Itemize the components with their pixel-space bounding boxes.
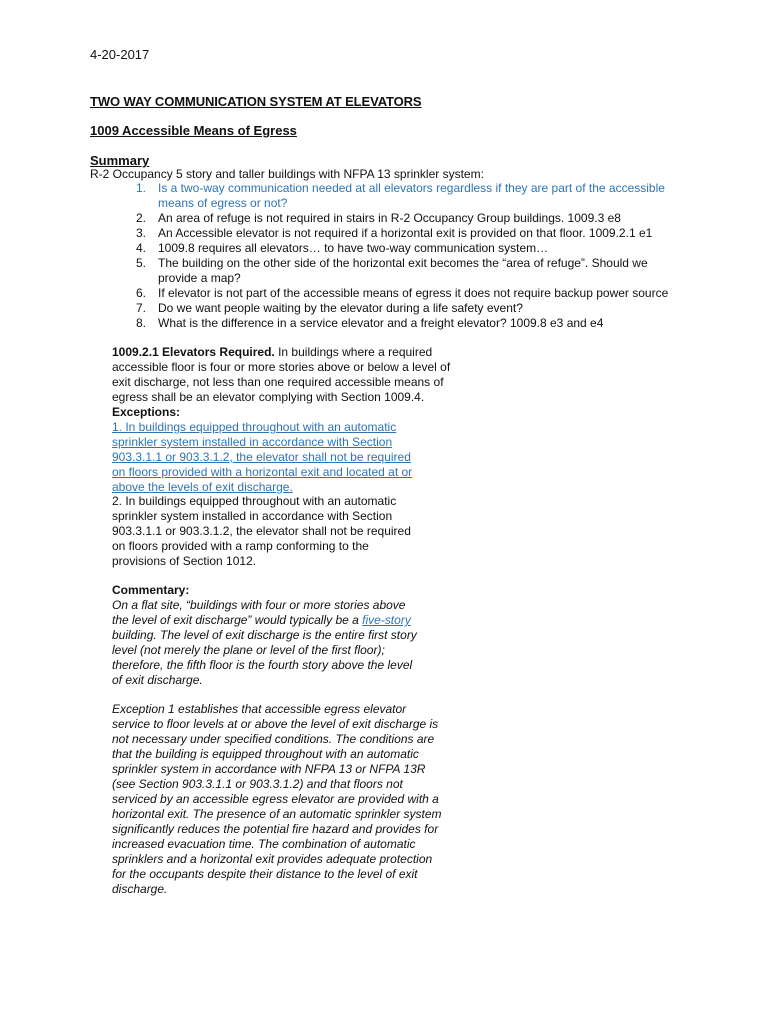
list-item-text: An area of refuge is not required in stairs in R-2 Occupancy Group buildings. 1009.3 e8: [158, 211, 621, 225]
list-item: [130, 241, 690, 256]
code-section-paragraph: [112, 345, 472, 405]
section-heading: 1009 Accessible Means of Egress: [90, 123, 297, 138]
list-item: [130, 211, 690, 226]
exception-1-link[interactable]: 1. In buildings equipped throughout with an automatic sprinkler system installed in accordance with Section 903.3.1.1 or 903.3.1.2, the elevator shall not be required on floors provided with a horizontal exit and located at or above the levels of exit discharge.: [112, 420, 413, 494]
list-item-number: 3.: [136, 226, 147, 240]
list-item-text: 1009.8 requires all elevators… to have two-way communication system…: [158, 241, 549, 255]
document-date: 4-20-2017: [90, 47, 150, 62]
list-item-text: If elevator is not part of the accessible means of egress it does not require backup power source: [158, 286, 669, 300]
list-item-number: 5.: [136, 256, 147, 270]
code-section-lead: 1009.2.1 Elevators Required.: [112, 345, 275, 359]
list-item: [130, 181, 690, 211]
commentary-paragraph-1: [112, 598, 422, 688]
code-section-body: In buildings where a required accessible floor is four or more stories above or below a level of exit discharge, not less than one required accessible means of egress shall be an elevator complying with Section 1009.4.: [112, 345, 451, 404]
commentary-paragraph-2: Exception 1 establishes that accessible egress elevator service to floor levels at or above the level of exit discharge is not necessary under specified conditions. The conditions are that the building is equipped throughout with an automatic sprinkler system in accordance with NFPA 13 or NFPA 13R (see Section 903.3.1.1 or 903.3.1.2) and that floors not serviced by an accessible egress elevator are provided with a horizontal exit. The presence of an automatic sprinkler system significantly reduces the potential fire hazard and provides for increased evacuation time. The combination of automatic sprinklers and a horizontal exit provides adequate protection for the occupants despite their distance to the level of exit discharge.: [112, 702, 442, 896]
list-item-number: 8.: [136, 316, 147, 330]
list-item-number: 6.: [136, 286, 147, 300]
exceptions-heading: Exceptions:: [112, 405, 181, 419]
document-title: TWO WAY COMMUNICATION SYSTEM AT ELEVATORS: [90, 94, 422, 109]
list-item-text: An Accessible elevator is not required if a horizontal exit is provided on that floor. 1009.2.1 e1: [158, 226, 653, 240]
list-item: [130, 256, 690, 286]
list-item: [130, 226, 690, 241]
list-item-number: 4.: [136, 241, 147, 255]
list-item-text: The building on the other side of the horizontal exit becomes the “area of refuge”. Should we provide a map?: [158, 256, 648, 285]
commentary-heading: Commentary:: [112, 583, 190, 597]
summary-list: [130, 181, 690, 331]
summary-intro: R-2 Occupancy 5 story and taller buildings with NFPA 13 sprinkler system:: [90, 167, 484, 181]
list-item: [130, 286, 690, 301]
list-item-number: 7.: [136, 301, 147, 315]
commentary-text: building. The level of exit discharge is the entire first story level (not merely the plane or level of the first floor); therefore, the fifth floor is the fourth story above the level of exit discharge.: [112, 628, 417, 687]
five-story-link[interactable]: five-story: [362, 613, 411, 627]
list-item-text: What is the difference in a service elevator and a freight elevator? 1009.8 e3 and e4: [158, 316, 604, 330]
list-item: [130, 316, 690, 331]
list-item-text: Is a two-way communication needed at all elevators regardless if they are part of the accessible means of egress or not?: [158, 181, 665, 210]
commentary-text: On a flat site, “buildings with four or more stories above the level of exit discharge” would typically be a: [112, 598, 406, 627]
list-item-number: 2.: [136, 211, 147, 225]
list-item-text: Do we want people waiting by the elevator during a life safety event?: [158, 301, 523, 315]
exception-2: 2. In buildings equipped throughout with an automatic sprinkler system installed in accordance with Section 903.3.1.1 or 903.3.1.2, the elevator shall not be required on floors provided with a ramp conforming to the provisions of Section 1012.: [112, 494, 411, 568]
list-item: [130, 301, 690, 316]
summary-heading: Summary: [90, 153, 150, 168]
list-item-number: 1.: [136, 181, 147, 195]
